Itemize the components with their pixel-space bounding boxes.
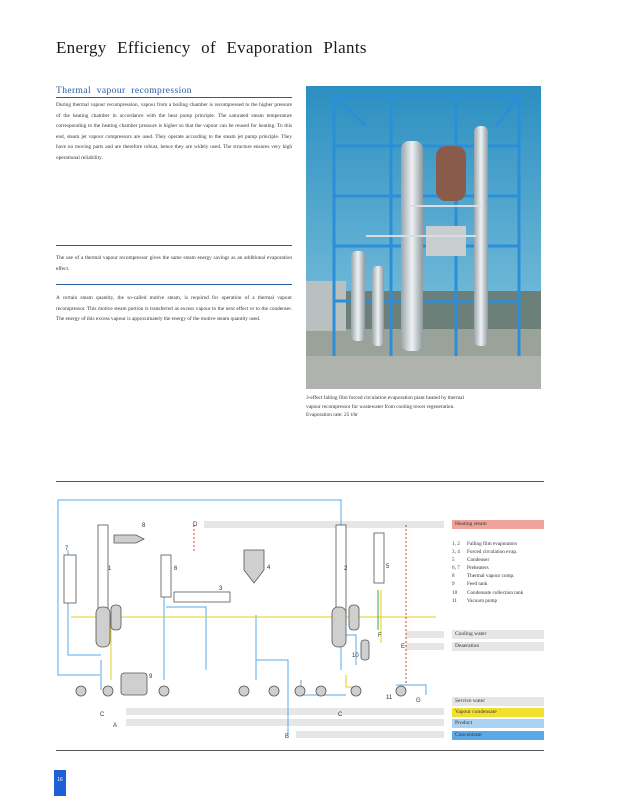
legend-item bbox=[452, 540, 544, 548]
plant-photo bbox=[306, 86, 541, 389]
legend-num: 6, 7 bbox=[452, 565, 460, 572]
legend-item bbox=[452, 572, 544, 580]
legend-num: 9 bbox=[452, 581, 455, 588]
paragraph-motive-steam: A certain steam quantity, the so-called motive steam, is required for operation of a thermal vapour recompressor. This motive steam portion is transferred as excess vapour to the next effect or to the condenser. The energy of this excess vapour is approximately the energy of the motive steam quantity used. bbox=[56, 295, 292, 323]
section-heading: Thermal vapour recompression bbox=[56, 86, 292, 98]
legend-cooling-water: Cooling water bbox=[452, 630, 544, 639]
divider bbox=[56, 245, 292, 246]
label-1: 1 bbox=[108, 566, 112, 572]
photo-caption bbox=[306, 394, 541, 420]
label-7: 7 bbox=[65, 546, 69, 552]
legend-item bbox=[452, 580, 544, 588]
legend-item bbox=[452, 589, 544, 597]
legend-label: Condenser bbox=[467, 557, 490, 564]
label-F: F bbox=[378, 633, 382, 639]
legend-label: Forced circulation evap. bbox=[467, 549, 518, 556]
legend-label: Condensate collection tank bbox=[467, 589, 524, 596]
legend-num: 5 bbox=[452, 557, 455, 564]
legend-label: Preheaters bbox=[467, 565, 489, 572]
divider bbox=[56, 284, 292, 285]
legend-item bbox=[452, 564, 544, 572]
label-B: B bbox=[285, 734, 290, 740]
caption-line: 3-effect falling film forced circulation evaporation plant heated by thermal bbox=[306, 395, 465, 401]
legend-label: Thermal vapour comp. bbox=[467, 573, 515, 580]
paragraph-savings: The use of a thermal vapour recompressor gives the same steam energy savings as an additional evaporation effect. bbox=[56, 255, 292, 272]
legend-vapour-condensate: Vapour condensate bbox=[452, 708, 544, 717]
caption-line: vapour recompressor for wastewater from cooling tower regeneration. bbox=[306, 403, 455, 410]
label-2: 2 bbox=[344, 566, 348, 572]
legend-num: 1, 2 bbox=[452, 541, 460, 547]
legend-num: 8 bbox=[452, 573, 455, 580]
label-9: 9 bbox=[149, 674, 153, 680]
legend-item bbox=[452, 597, 544, 605]
paragraph-intro: During thermal vapour recompression, vapour from a boiling chamber is recompressed to the higher pressure of the heating chamber in accordance with the heat pump principle. The saturated steam temperature corresponding to the heating chamber pressure is higher so that the vapour can be reused for heating. To this end, steam jet vapour compressors are used. They operate according to the steam jet pump principle. They have no moving parts and are therefore robust, hence they are widely used. The structure ensures very high operational reliability. bbox=[56, 102, 292, 161]
legend-label: Feed tank bbox=[467, 581, 488, 588]
label-C: C bbox=[100, 712, 105, 718]
label-10: 10 bbox=[352, 653, 359, 659]
process-flow-diagram bbox=[56, 495, 446, 745]
divider-top bbox=[56, 481, 544, 482]
label-4: 4 bbox=[267, 565, 271, 571]
caption-line: Evaporation rate: 25 t/hr bbox=[306, 412, 358, 419]
label-G: G bbox=[416, 698, 421, 704]
legend-num: 3, 4 bbox=[452, 549, 460, 556]
page-title: Energy Efficiency of Evaporation Plants bbox=[56, 38, 367, 57]
label-E: E bbox=[401, 644, 406, 650]
label-11: 11 bbox=[386, 695, 393, 701]
legend-service-water: Service water bbox=[452, 697, 544, 706]
legend-label: Vacuum pump bbox=[467, 597, 498, 604]
legend-deaeration: Deaeration bbox=[452, 642, 544, 651]
legend-heating-steam: Heating steam bbox=[452, 520, 544, 529]
label-D: D bbox=[193, 522, 198, 528]
legend-num: 10 bbox=[452, 589, 458, 596]
label-A: A bbox=[113, 723, 118, 729]
legend-item bbox=[452, 556, 544, 564]
label-6: 6 bbox=[174, 566, 178, 572]
divider-bottom bbox=[56, 750, 544, 751]
legend-num: 11 bbox=[452, 597, 457, 604]
label-8: 8 bbox=[142, 523, 146, 529]
legend-product: Product bbox=[452, 719, 544, 728]
legend-item bbox=[452, 548, 544, 556]
label-5: 5 bbox=[386, 564, 390, 570]
label-3: 3 bbox=[219, 586, 223, 592]
legend-list bbox=[452, 540, 544, 605]
label-C2: C bbox=[338, 712, 343, 718]
legend-concentrate: Concentrate bbox=[452, 731, 544, 740]
legend-label: Falling film evaporators bbox=[467, 541, 518, 547]
page-number: 16 bbox=[54, 770, 66, 796]
